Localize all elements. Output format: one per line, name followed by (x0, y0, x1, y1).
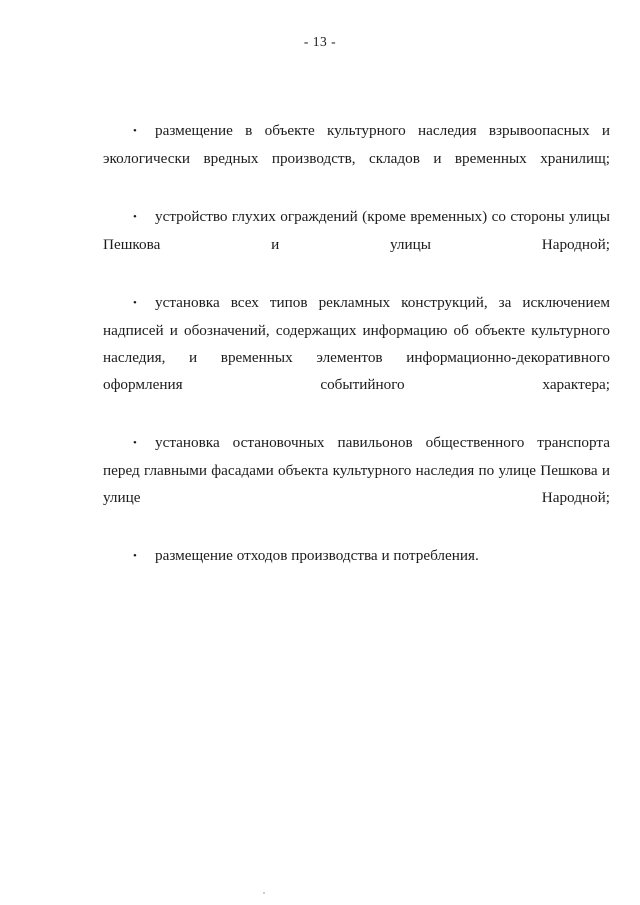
bullet-icon: • (133, 550, 137, 562)
restrictions-list (103, 117, 610, 574)
list-item (103, 289, 610, 425)
list-item (103, 117, 610, 199)
bullet-icon: • (133, 125, 137, 137)
list-item-text: установка всех типов рекламных конструкций, за исключением надписей и обозначений, содержащих информацию об объекте культурного наследия, и временных элементов информационно-декоративного оформления событийного характера; (103, 294, 610, 393)
list-item (103, 429, 610, 538)
bullet-icon: • (133, 211, 137, 223)
list-item-text: размещение в объекте культурного наследия взрывоопасных и экологически вредных производств, складов и временных хранилищ; (103, 122, 610, 167)
list-item (103, 542, 610, 570)
list-item-text: установка остановочных павильонов общественного транспорта перед главными фасадами объекта культурного наследия по улице Пешкова и улице Народной; (103, 434, 610, 506)
bullet-icon: • (133, 297, 137, 309)
list-item (103, 203, 610, 285)
bullet-icon: • (133, 437, 137, 449)
scan-speck (263, 892, 265, 894)
page-number: - 13 - (303, 34, 337, 49)
list-item-text: устройство глухих ограждений (кроме временных) со стороны улицы Пешкова и улицы Народной; (103, 208, 610, 253)
list-item-text: размещение отходов производства и потребления. (155, 547, 479, 564)
